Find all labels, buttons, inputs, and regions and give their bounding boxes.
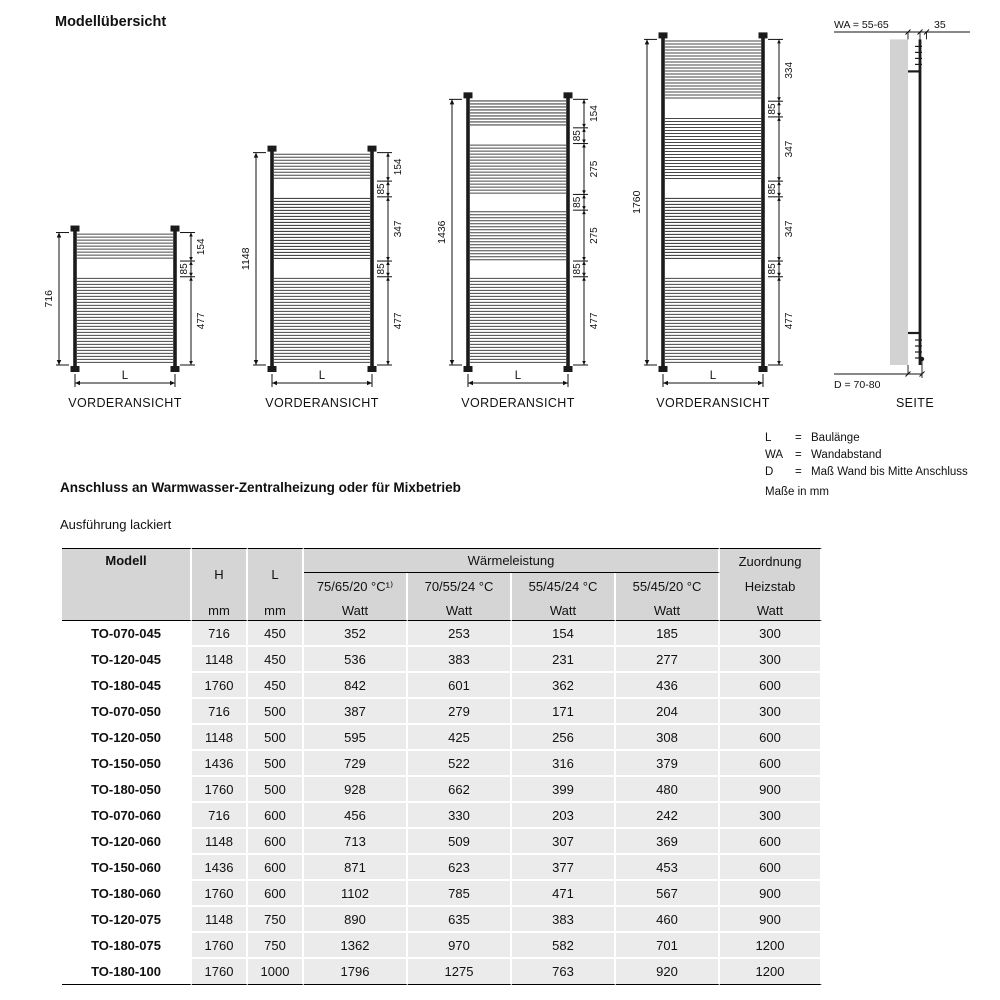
value-cell: 383	[408, 647, 512, 673]
value-cell: 450	[248, 621, 304, 647]
value-cell: 582	[512, 933, 616, 959]
value-cell: 1362	[304, 933, 408, 959]
value-cell: 308	[616, 725, 720, 751]
value-cell: 750	[248, 933, 304, 959]
unit-watt: Watt	[408, 600, 512, 621]
value-cell: 600	[248, 881, 304, 907]
value-cell: 154	[512, 621, 616, 647]
legend	[765, 430, 968, 498]
radiator-front-drawing	[615, 20, 815, 410]
value-cell: 900	[720, 777, 822, 803]
table-row	[62, 933, 822, 959]
value-cell: 662	[408, 777, 512, 803]
segment-dimension-label: 85	[179, 263, 190, 275]
radiator-front-drawing	[420, 20, 620, 410]
model-cell: TO-070-045	[62, 621, 192, 647]
value-cell: 928	[304, 777, 408, 803]
value-cell: 1148	[192, 647, 248, 673]
col-header-temp-4: 55/45/20 °C	[616, 573, 720, 600]
segment-dimension-label: 85	[572, 196, 583, 208]
segment-dimension-label: 347	[784, 220, 795, 238]
radiator-front-drawing	[224, 20, 424, 410]
value-cell: 1760	[192, 777, 248, 803]
value-cell: 600	[248, 855, 304, 881]
model-cell: TO-180-045	[62, 673, 192, 699]
value-cell: 480	[616, 777, 720, 803]
table-row	[62, 751, 822, 777]
value-cell: 256	[512, 725, 616, 751]
value-cell: 387	[304, 699, 408, 725]
value-cell: 453	[616, 855, 720, 881]
unit-mm: mm	[192, 600, 248, 621]
value-cell: 500	[248, 751, 304, 777]
legend-symbol: D	[765, 466, 774, 478]
value-cell: 203	[512, 803, 616, 829]
value-cell: 300	[720, 621, 822, 647]
length-label: L	[709, 370, 717, 382]
unit-watt: Watt	[512, 600, 616, 621]
value-cell: 1760	[192, 959, 248, 985]
segment-dimension-label: 275	[589, 227, 600, 244]
finish-note: Ausführung lackiert	[60, 517, 172, 532]
wall-distance-label: WA = 55-65	[834, 20, 889, 31]
segment-dimension-label: 85	[767, 103, 778, 115]
total-height-label: 1760	[631, 190, 643, 214]
legend-equals: =	[795, 432, 802, 444]
length-label: L	[121, 370, 129, 382]
value-cell: 763	[512, 959, 616, 985]
value-cell: 600	[248, 803, 304, 829]
value-cell: 600	[248, 829, 304, 855]
value-cell: 522	[408, 751, 512, 777]
value-cell: 1148	[192, 725, 248, 751]
value-cell: 369	[616, 829, 720, 855]
value-cell: 1796	[304, 959, 408, 985]
model-cell: TO-180-060	[62, 881, 192, 907]
legend-meaning: Wandabstand	[811, 449, 882, 461]
segment-dimension-label: 477	[784, 312, 795, 330]
value-cell: 1148	[192, 907, 248, 933]
value-cell: 1760	[192, 673, 248, 699]
value-cell: 600	[720, 725, 822, 751]
segment-dimension-label: 347	[784, 140, 795, 158]
total-height-label: 1148	[240, 247, 252, 271]
value-cell: 600	[720, 829, 822, 855]
value-cell: 330	[408, 803, 512, 829]
table-row	[62, 907, 822, 933]
depth-label: 35	[934, 20, 946, 31]
legend-entry	[765, 464, 968, 481]
value-cell: 920	[616, 959, 720, 985]
value-cell: 242	[616, 803, 720, 829]
model-cell: TO-070-060	[62, 803, 192, 829]
legend-meaning: Maß Wand bis Mitte Anschluss	[811, 466, 968, 478]
value-cell: 750	[248, 907, 304, 933]
front-view-caption-3: VORDERANSICHT	[461, 396, 575, 410]
segment-dimension-label: 85	[376, 183, 387, 195]
value-cell: 352	[304, 621, 408, 647]
radiator-front-drawing	[27, 20, 227, 410]
segment-dimension-label: 85	[572, 263, 583, 275]
side-view	[830, 20, 1000, 410]
value-cell: 635	[408, 907, 512, 933]
segment-dimension-label: 334	[784, 61, 795, 79]
value-cell: 383	[512, 907, 616, 933]
table-row	[62, 959, 822, 985]
value-cell: 500	[248, 725, 304, 751]
segment-dimension-label: 347	[393, 220, 404, 238]
value-cell: 842	[304, 673, 408, 699]
front-view-4	[615, 20, 815, 410]
value-cell: 600	[720, 751, 822, 777]
value-cell: 785	[408, 881, 512, 907]
value-cell: 300	[720, 699, 822, 725]
legend-symbol: WA	[765, 449, 784, 461]
value-cell: 1760	[192, 933, 248, 959]
value-cell: 399	[512, 777, 616, 803]
table-row	[62, 803, 822, 829]
legend-equals: =	[795, 466, 802, 478]
value-cell: 300	[720, 803, 822, 829]
side-view-caption: SEITE	[895, 396, 935, 410]
table-row	[62, 647, 822, 673]
value-cell: 1148	[192, 829, 248, 855]
value-cell: 716	[192, 621, 248, 647]
value-cell: 701	[616, 933, 720, 959]
connection-distance-label: D = 70-80	[834, 379, 881, 391]
value-cell: 1760	[192, 881, 248, 907]
table-row	[62, 621, 822, 647]
model-cell: TO-180-100	[62, 959, 192, 985]
value-cell: 277	[616, 647, 720, 673]
value-cell: 600	[720, 673, 822, 699]
table-body	[62, 621, 822, 985]
page-title: Modellübersicht	[55, 14, 167, 30]
value-cell: 185	[616, 621, 720, 647]
value-cell: 729	[304, 751, 408, 777]
value-cell: 253	[408, 621, 512, 647]
value-cell: 536	[304, 647, 408, 673]
model-cell: TO-150-050	[62, 751, 192, 777]
model-cell: TO-120-045	[62, 647, 192, 673]
table-row	[62, 855, 822, 881]
length-label: L	[514, 370, 522, 382]
col-header-temp-3: 55/45/24 °C	[512, 573, 616, 600]
front-view-caption-2: VORDERANSICHT	[265, 396, 379, 410]
unit-watt: Watt	[304, 600, 408, 621]
total-height-label: 716	[43, 290, 55, 308]
model-cell: TO-070-050	[62, 699, 192, 725]
col-header-model: Modell	[62, 548, 192, 621]
value-cell: 204	[616, 699, 720, 725]
value-cell: 1436	[192, 855, 248, 881]
legend-meaning: Baulänge	[811, 432, 860, 444]
value-cell: 171	[512, 699, 616, 725]
value-cell: 601	[408, 673, 512, 699]
segment-dimension-label: 154	[393, 158, 404, 176]
value-cell: 456	[304, 803, 408, 829]
front-view-1	[27, 20, 227, 410]
segment-dimension-label: 154	[196, 238, 207, 256]
table-row	[62, 777, 822, 803]
value-cell: 450	[248, 647, 304, 673]
value-cell: 567	[616, 881, 720, 907]
col-group-power: Wärmeleistung	[304, 548, 720, 573]
segment-dimension-label: 477	[393, 312, 404, 330]
segment-dimension-label: 85	[376, 263, 387, 275]
col-header-heating-rod: Heizstab	[720, 573, 822, 600]
value-cell: 307	[512, 829, 616, 855]
value-cell: 460	[616, 907, 720, 933]
table-row	[62, 725, 822, 751]
col-header-h: H	[192, 548, 248, 600]
col-header-temp-2: 70/55/24 °C	[408, 573, 512, 600]
value-cell: 716	[192, 803, 248, 829]
value-cell: 377	[512, 855, 616, 881]
value-cell: 471	[512, 881, 616, 907]
segment-dimension-label: 85	[767, 263, 778, 275]
value-cell: 316	[512, 751, 616, 777]
model-cell: TO-180-075	[62, 933, 192, 959]
value-cell: 231	[512, 647, 616, 673]
model-cell: TO-120-075	[62, 907, 192, 933]
value-cell: 595	[304, 725, 408, 751]
value-cell: 713	[304, 829, 408, 855]
col-header-temp-1: 75/65/20 °C¹⁾	[304, 573, 408, 600]
total-height-label: 1436	[436, 220, 448, 244]
value-cell: 279	[408, 699, 512, 725]
section-heading: Anschluss an Warmwasser-Zentralheizung oder für Mixbetrieb	[60, 480, 461, 495]
segment-dimension-label: 275	[589, 160, 600, 178]
value-cell: 500	[248, 777, 304, 803]
table-row	[62, 699, 822, 725]
segment-dimension-label: 477	[196, 312, 207, 330]
value-cell: 900	[720, 881, 822, 907]
segment-dimension-label: 154	[589, 105, 600, 122]
length-label: L	[318, 370, 326, 382]
unit-mm: mm	[248, 600, 304, 621]
value-cell: 1436	[192, 751, 248, 777]
value-cell: 379	[616, 751, 720, 777]
value-cell: 450	[248, 673, 304, 699]
value-cell: 1102	[304, 881, 408, 907]
power-table	[62, 548, 822, 985]
front-view-2	[224, 20, 424, 410]
legend-entry	[765, 430, 968, 447]
value-cell: 900	[720, 907, 822, 933]
segment-dimension-label: 85	[767, 183, 778, 195]
unit-watt: Watt	[720, 600, 822, 621]
value-cell: 1200	[720, 933, 822, 959]
value-cell: 425	[408, 725, 512, 751]
table-row	[62, 881, 822, 907]
col-header-assignment: Zuordnung	[720, 548, 822, 573]
value-cell: 300	[720, 647, 822, 673]
unit-watt: Watt	[616, 600, 720, 621]
legend-entry	[765, 447, 968, 464]
value-cell: 1000	[248, 959, 304, 985]
value-cell: 871	[304, 855, 408, 881]
front-view-3	[420, 20, 620, 410]
value-cell: 436	[616, 673, 720, 699]
model-cell: TO-180-050	[62, 777, 192, 803]
radiator-side-drawing	[830, 20, 1000, 410]
front-view-caption-1: VORDERANSICHT	[68, 396, 182, 410]
value-cell: 362	[512, 673, 616, 699]
table-row	[62, 829, 822, 855]
value-cell: 600	[720, 855, 822, 881]
units-note: Maße in mm	[765, 486, 829, 498]
model-cell: TO-120-060	[62, 829, 192, 855]
value-cell: 970	[408, 933, 512, 959]
legend-symbol: L	[765, 432, 772, 444]
value-cell: 1275	[408, 959, 512, 985]
value-cell: 716	[192, 699, 248, 725]
legend-equals: =	[795, 449, 802, 461]
col-header-l: L	[248, 548, 304, 600]
model-cell: TO-120-050	[62, 725, 192, 751]
model-cell: TO-150-060	[62, 855, 192, 881]
value-cell: 890	[304, 907, 408, 933]
value-cell: 509	[408, 829, 512, 855]
table-row	[62, 673, 822, 699]
segment-dimension-label: 85	[572, 130, 583, 142]
segment-dimension-label: 477	[589, 312, 600, 330]
front-view-caption-4: VORDERANSICHT	[656, 396, 770, 410]
spec-table	[62, 548, 822, 985]
value-cell: 500	[248, 699, 304, 725]
value-cell: 623	[408, 855, 512, 881]
value-cell: 1200	[720, 959, 822, 985]
